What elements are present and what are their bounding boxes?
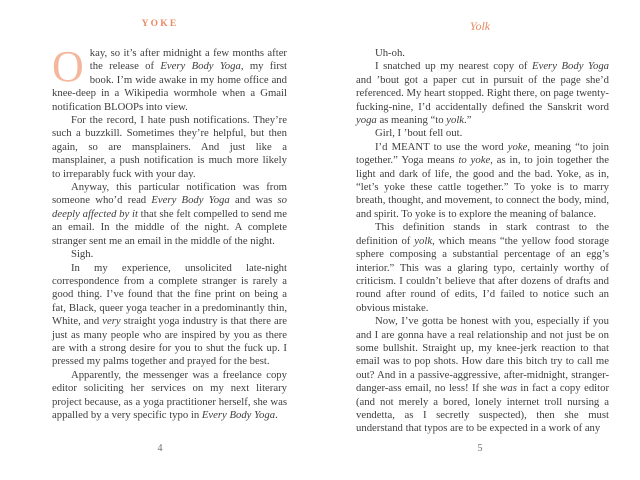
text-run: For the record, I hate push notifications. They’re such a buzzkill. Sometimes they’re helpful, but then again, so are mansplainers. And just like a mansplainer, a push notification is much more likely to irreparably fuck with your day. (52, 114, 287, 180)
drop-cap: O (52, 42, 84, 91)
paragraph (356, 60, 609, 127)
text-run: that she felt compelled to send me an email. In the middle of the night. A complete stranger sent me an email in the middle of the night. (52, 207, 287, 247)
paragraph (52, 181, 287, 248)
page-number-right: 5 (477, 443, 483, 454)
text-run: , as in, to join together the light and dark of life, the good and the bad. Yoke, as in, “let’s yoke these cattle together.” To yoke is to marry breath, thought, and movement, to connect the body, mind, and spirit. To yoke is to explore the meaning of balance. (356, 154, 609, 220)
text-run: Now, I’ve gotta be honest with you, especially if you and I are gonna have a real relationship and not just be on some bullshit. Straight up, my knee-jerk reaction to that email was to pop shots. How dare this bitch try to call me out? And in a passive-aggressive, after-midnight, stranger-danger-ass email, no less! If she (356, 315, 609, 395)
paragraph (52, 262, 287, 369)
paragraph (52, 369, 287, 423)
italic-text-run: Every Body Yoga (160, 60, 241, 73)
italic-text-run: Every Body Yoga (532, 60, 610, 73)
text-run: Girl, I ’bout fell out. (375, 127, 463, 140)
text-run: , meaning “to join together.” Yoga means (356, 140, 609, 167)
text-run: This definition stands in stark contrast to the definition of (356, 221, 609, 247)
paragraph (52, 42, 288, 114)
paragraph (356, 141, 609, 221)
paragraph (52, 114, 287, 181)
italic-text-run: was (500, 382, 517, 395)
italic-text-run: to yoke (458, 154, 491, 167)
page-number-left: 4 (157, 443, 163, 454)
left-page-body (52, 42, 288, 422)
italic-text-run: yoke (507, 140, 528, 153)
text-run: I snatched up my nearest copy of (375, 60, 533, 73)
text-run: in fact a copy editor (and not merely a bored, lonely internet troll nursing a vendetta, as I secretly suspected), then she must understand that typos are to be expected in a work of any (356, 382, 610, 435)
text-run: In my experience, unsolicited late-night correspondence from a complete stranger is rarely a good thing. I’ve found that the fine print on being a fat, Black, queer yoga teacher in a predominantly thin, White, and (52, 261, 287, 328)
running-head-left: YOKE (141, 19, 179, 29)
paragraph (356, 221, 609, 315)
text-run: and ’bout got a paper cut in pursuit of the page she’d referenced. My heart stopped. Right there, on page twenty-fucking-nine, I’d accidentally defined the Sanskrit word (356, 73, 609, 113)
text-run: I’d MEANT to use the word (375, 140, 508, 153)
italic-text-run: so deeply affected by it (52, 194, 287, 220)
italic-text-run: very (102, 315, 121, 328)
paragraph (356, 127, 609, 140)
text-run: kay, so it’s after midnight a few months after the release of (89, 47, 287, 73)
paragraph (356, 315, 609, 436)
text-run: Sigh. (71, 248, 94, 261)
right-page-body (356, 47, 609, 436)
italic-text-run: yolk (446, 114, 465, 127)
text-run: Apparently, the messenger was a freelance copy editor soliciting her services on my next literary project because, as a yoga practitioner herself, she was appalled by a very specific typo in (52, 368, 287, 421)
italic-text-run: yoga (356, 114, 377, 127)
text-run: as meaning “to (376, 114, 447, 127)
text-run: , which means “the yellow food storage sphere composing a substantial percentage of an egg’s interior.” This was a glaring typo, certainly worthy of criticism. I couldn’t believe that after dozens of drafts and round after round of edits, I’d failed to notice such an obvious mistake. (356, 234, 609, 314)
text-run: and was (229, 194, 278, 207)
text-run: Anyway, this particular notification was from someone who’d read (52, 181, 287, 207)
running-head-right: Yolk (469, 19, 491, 33)
right-page (320, 0, 640, 480)
text-run: Uh-oh. (375, 47, 405, 59)
text-run: straight yoga industry is that there are just as many people who are inspired by you as there are with a strong desire for you to shut the fuck up. I pressed my palms together and prayed for the best. (52, 315, 287, 368)
italic-text-run: yolk (414, 234, 433, 247)
italic-text-run: Every Body Yoga (201, 408, 276, 421)
text-run: . (275, 408, 278, 421)
text-run: .” (464, 114, 472, 127)
italic-text-run: Every Body Yoga (151, 194, 230, 207)
paragraph (356, 47, 609, 60)
paragraph (52, 248, 287, 261)
text-run: , my first book. I’m wide awake in my home office and knee-deep in a Wikipedia wormhole when a Gmail notification BLOOPs into view. (52, 60, 288, 113)
